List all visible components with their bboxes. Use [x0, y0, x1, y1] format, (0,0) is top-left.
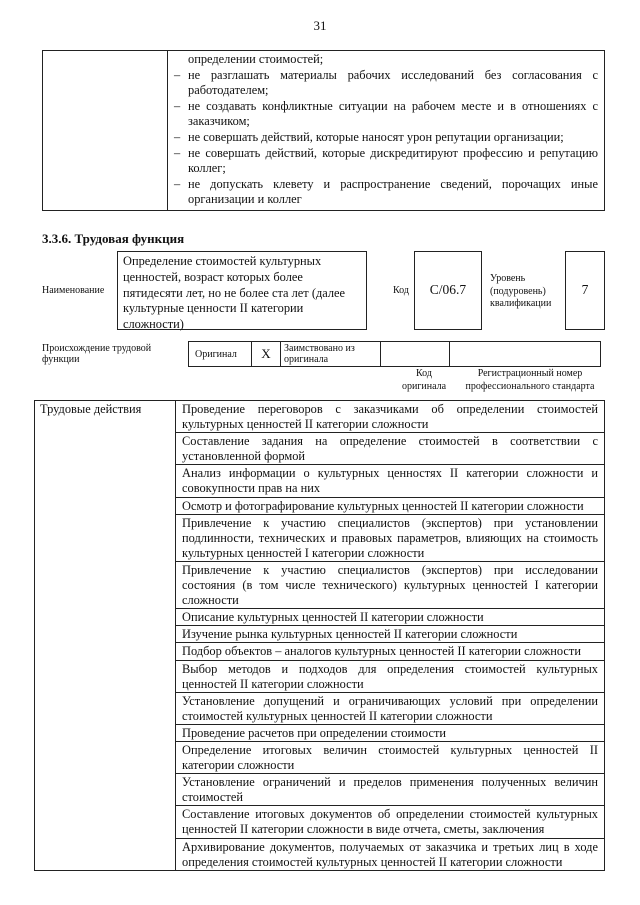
list-item: определении стоимостей; [188, 52, 324, 66]
code-original-cell [381, 342, 450, 367]
code-label: Код [393, 285, 409, 296]
list-item: – не совершать действий, которые дискредитируют профессию и репутацию коллег; [174, 145, 598, 176]
action-row: Описание культурных ценностей II категории сложности [176, 609, 605, 626]
list-item: – не допускать клевету и распространение сведений, порочащих иные организации и коллег [174, 176, 598, 207]
level-label: Уровень (подуровень) квалификации [490, 273, 552, 309]
action-row: Проведение расчетов при определении стоимости [176, 724, 605, 741]
original-mark: X [252, 342, 281, 367]
section-title: 3.3.6. Трудовая функция [42, 231, 185, 246]
action-row: Изучение рынка культурных ценностей II категории сложности [176, 626, 605, 643]
level-box: 7 [565, 251, 605, 330]
reg-number-cell [450, 342, 601, 367]
empty-cell [43, 51, 168, 211]
code-original-caption: Код оригинала [401, 368, 447, 392]
action-row: Привлечение к участию специалистов (экспертов) при установлении подлинности, технических и правовых параметров, влияющих на стоимость культурных ценностей I категории сложности [176, 514, 605, 561]
origin-label: Происхождение трудовой функции [42, 343, 152, 365]
ethics-list-cell [168, 51, 605, 211]
page-number: 31 [313, 18, 327, 33]
borrowed-label: Заимствовано из оригинала [281, 342, 381, 367]
action-row: Осмотр и фотографирование культурных ценностей II категории сложности [176, 497, 605, 514]
code-box: С/06.7 [414, 251, 482, 330]
original-label: Оригинал [189, 342, 252, 367]
list-item: – не создавать конфликтные ситуации на рабочем месте и в отношениях с заказчиком; [174, 98, 598, 129]
action-row: Привлечение к участию специалистов (экспертов) при исследовании состояния (в том числе технического) культурных ценностей I категории сложности [176, 561, 605, 608]
reg-number-caption: Регистрационный номер профессионального стандарта [465, 368, 595, 392]
actions-table [34, 400, 605, 871]
action-row: Составление итоговых документов об определении стоимостей культурных ценностей II категории сложности в виде отчета, сметы, заключения [176, 806, 605, 838]
action-row: Архивирование документов, получаемых от заказчика и третьих лиц в ходе определения стоимостей культурных ценностей II категории сложности [176, 838, 605, 870]
action-row: Подбор объектов – аналогов культурных ценностей II категории сложности [176, 643, 605, 660]
action-row: Установление допущений и ограничивающих условий при определении стоимостей культурных ценностей II категории сложности [176, 692, 605, 724]
actions-label: Трудовые действия [35, 401, 176, 871]
origin-table [188, 341, 601, 367]
continuation-table [42, 50, 605, 211]
name-label: Наименование [42, 285, 105, 296]
action-row: Анализ информации о культурных ценностях II категории сложности и совокупности прав на них [176, 465, 605, 497]
list-item: – не совершать действий, которые наносят урон репутации организации; [174, 129, 564, 144]
function-name-box: Определение стоимостей культурных ценностей, возраст которых более пятидесяти лет, но не более ста лет (далее культурные ценности II категории сложности) [117, 251, 367, 330]
action-row: Определение итоговых величин стоимостей культурных ценностей II категории сложности [176, 741, 605, 773]
action-row: Выбор методов и подходов для определения стоимостей культурных ценностей II категории сложности [176, 660, 605, 692]
action-row: Проведение переговоров с заказчиками об определении стоимостей культурных ценностей II категории сложности [176, 401, 605, 433]
action-row: Установление ограничений и пределов применения полученных величин стоимостей [176, 774, 605, 806]
list-item: – не разглашать материалы рабочих исследований без согласования с работодателем; [174, 67, 598, 98]
action-row: Составление задания на определение стоимостей в соответствии с установленной формой [176, 433, 605, 465]
